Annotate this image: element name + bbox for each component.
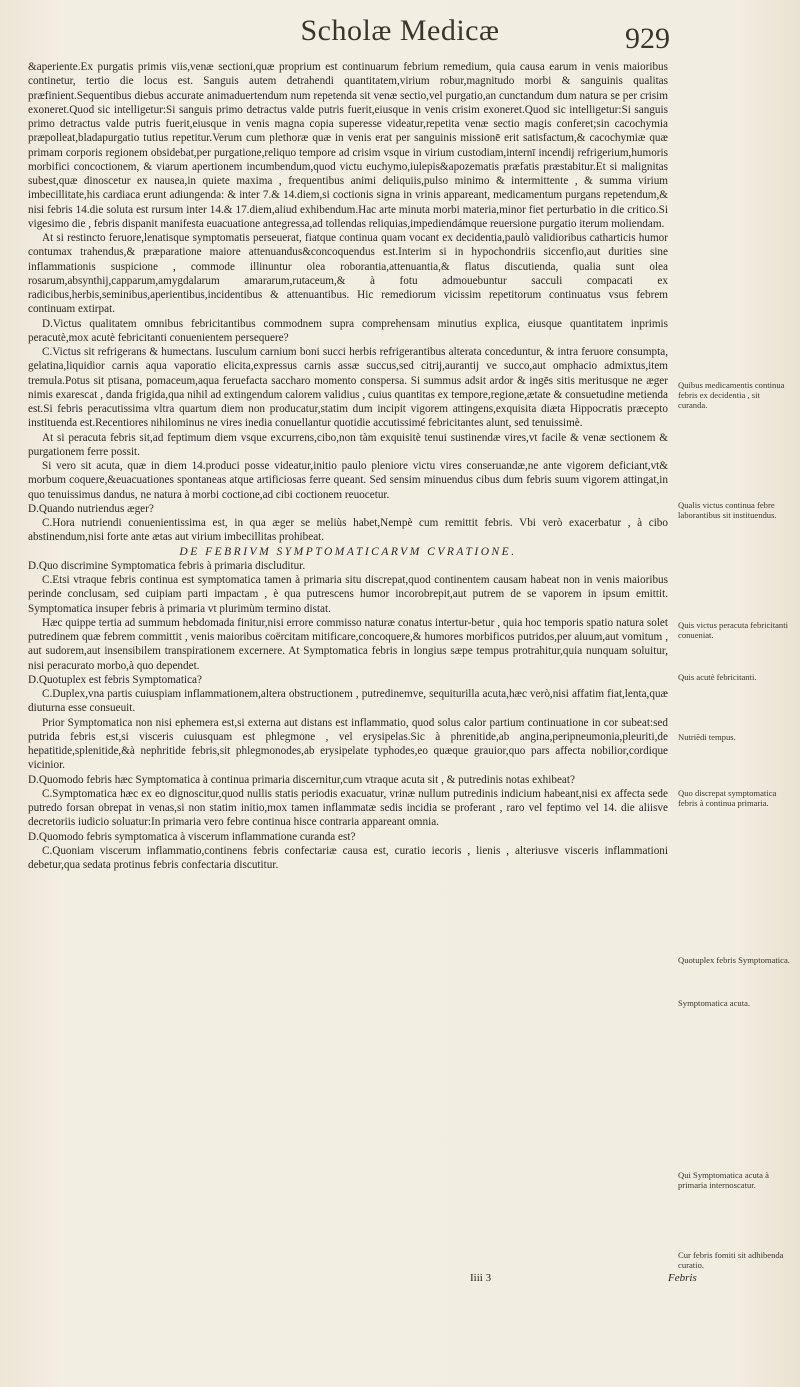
margin-note: Quotuplex febris Symptomatica. bbox=[678, 955, 790, 965]
margin-note: Qualis victus continua febre laborantibus sit instituendus. bbox=[678, 500, 777, 520]
paragraph: C.Quoniam viscerum inflammatio,continens febris confectariæ causa est, curatio iecoris , lienis , alteriusve visceris inflammationi debetur,qua sedata protinus febris confectaria discutitur. bbox=[28, 844, 668, 871]
margin-notes bbox=[678, 60, 790, 1360]
section-heading: DE FEBRIVM SYMPTOMATICARVM CVRATIONE. bbox=[179, 545, 517, 558]
paragraph: Hæc quippe tertia ad summum hebdomada finitur,nisi errore commisso naturæ conatus intertur-betur , quia hoc temporis spatio natura solet putredinem quæ febrem committit , venis maioribus coërcitam mitificare,concoquere,& humores morbificos putridos,per aluum,aut vomitum , aut sudorem,aut insensibilem transpirationem excernere. At Symptomatica febris in longius sæpe tempus protrahitur,quia nunquam soluitur, nisi peracurato morbo,à quo dependet. bbox=[28, 616, 668, 672]
paragraph: D.Quomodo febris hæc Symptomatica à continua primaria discernitur,cum vtraque acuta sit , & putredinis notas exhibeat? bbox=[28, 773, 575, 786]
paragraph: C.Hora nutriendi conuenientissima est, in qua æger se meliùs habet,Nempè cum remittit febris. Vbi verò exacerbatur , à cibo abstinendum,nisi forte ante ætas aut virium imbecillitas prohibeat. bbox=[28, 517, 668, 544]
paragraph: C.Duplex,vna partis cuiuspiam inflammationem,altera obstructionem , putredinemve, sequiturilla acuta,hæc verò,nisi affatim fiat,lenta,quæ diuturna esse consueuit. bbox=[28, 688, 668, 715]
paragraph: Si vero sit acuta, quæ in diem 14.produci posse videatur,initio paulo pleniore victu vires conseruandæ,ne ante vigorem deficiant,vt& morbum coquere,&euacuationes spontaneas atque artificiosas ferre queant. Sed sensim minuendus cibus dum febris suum vigorem attingat,in quo tenuissimus dandus, ne natura à morbi coctione,ad cibi coctionem reuocetur. bbox=[28, 460, 668, 501]
paragraph: At si restincto feruore,lenatisque symptomatis perseuerat, fiatque continua quam vocant ex decidentia,paulò validioribus catharticis humor contumax trahendus,& præparatione maiore attenuandus&concoquendus est.Interim si in hypochondriis siccenfio,aut durities sine inflammationis suspicione , commode illinuntur olea roborantia,attenuantia,& flatus discutienda, qualia sunt olea rosarum,absynthij,capparum,amygdalarum amararum,rutaceum,& à fotu admouebuntur sacculi compacati ex radicibus,herbis,seminibus,aperientibus,incidentibus & attenuantibus. Hic remediorum vicissim repetitorum continuatus vsus febrem continuam extirpat. bbox=[28, 232, 668, 316]
paragraph: D.Quomodo febris symptomatica à viscerum inflammatione curanda est? bbox=[28, 830, 356, 843]
paragraph: D.Quotuplex est febris Symptomatica? bbox=[28, 673, 202, 686]
margin-note: Cur febris fomiti sit adhibenda curatio. bbox=[678, 1250, 784, 1270]
main-text-column bbox=[28, 60, 668, 1360]
paragraph: C.Etsi vtraque febris continua est symptomatica tamen à primaria situ discrepat,quod continentem causam habeat non in venis maioribus perinde conclusam, sed cuipiam parti impactam , è qua putrescens humor incorobrepit,aut putrem de se vaporem in ipsum emittit. Symptomatica insuper febris à primaria vt plurimùm termino distat. bbox=[28, 574, 668, 615]
paragraph: D.Quo discrimine Symptomatica febris à primaria discluditur. bbox=[28, 559, 306, 572]
signature-mark: Iiii 3 bbox=[470, 1272, 492, 1284]
running-head: Scholæ Medicæ bbox=[300, 14, 500, 47]
paragraph: D.Victus qualitatem omnibus febricitantibus commodnem supra comprehensam minutius explica, eiusque quantitatem inprimis peracutè,mox acutè febricitanti conuenientem persequere? bbox=[28, 317, 668, 344]
margin-note: Symptomatica acuta. bbox=[678, 998, 751, 1008]
paragraph: &aperiente.Ex purgatis primis viis,venæ sectioni,quæ proprium est continuarum febrium remedium, quia causa earum in venis maioribus continetur, tertio die locus est. Sanguis autem detrahendi quantitatem,virium robur,magnitudo morbi & sanguinis qualitas præfinient.Sequentibus diebus accurate animaduertendum num repetenda sit venæ sectio,vel purgatio,an cunctandum dum natura se per crisim exoneret.Quod sic intelligetur:Si sanguis primo detractus valde putris fuerit,eiusque in venis crisim exoneret.Quod sic intelligetur:Si sanguis primo detractus valde putris fuerit,eiusque in venis magna copia superesse videatur,repetita venæ sectio magis conferet;sin cacochymia præpolleat,bladapurgatio tutius repetitur.Verum cum plethoræ quæ in venis erat per sanguinis missionē erit satisfactum,& cacochymiæ quæ primam corporis regionem obsidebat,per purgatione,reliquo tempore ad crisim vsque in virium custodiam,internī incendij refrigerium,humoris morbifici concoctionem, & viarum apertionem incumbendum,quod victu euchymo,iulepis&apozematis præfatis præstabitur.Et si malignitas subest,quæ dinoscetur ex nausea,in quiete maxima , frequentibus animi deliquiis,pulso minimo & intermittente , & summa virium imbecillitate,his cardiaca erunt adiungenda: & inter 7.& 14.diem,si coctionis signa in vrinis appareant, medicamentum purgans repetendum,& nisi febris 14.die soluta est rursum inter 14.& 17.diem,aliud exhibendum.Hac arte minuta morbi materia,minor fiet perturbatio in die critico.Si vigesimo die , febris dispanit manifesta euacuatione antegressa,ad tollendas reliquias,impediendámque reuersione purgatio iterum moliendam. bbox=[28, 61, 668, 230]
paragraph: At si peracuta febris sit,ad feptimum diem vsque excurrens,cibo,non tàm exquisitè tenui sustinendæ vires,vt facile & venæ sectionem & purgationem ferre possit. bbox=[28, 431, 668, 458]
paragraph: C.Victus sit refrigerans & humectans. Iusculum carnium boni succi herbis refrigerantibus alterata conceduntur, & intra feruore consumpta, gelatina,liquidior carnis aqua vaporatio elicita,expressus carnis assæ succus,sed citrij,aurantij ve succo,aut omphacio admixtus,item tremula.Potus sit ptisana, pomaceum,aqua feruefacta saccharo momento conspersa. Si summus adsit ardor & ingēs sitis meritusque ne æger nimis exarescat , danda frigida,qua nihil ad extingendum calorem validius , cuius quantitas ex tempore,regione,ætate & consuetudine metienda est.Si febris peracutissima vltra quartum diem non producatur,statim dum incipit vigorem attingens,exquisita diæta Hippocratis præcepto instituenda est.Recentiores nihilominus ne vires inedia conuellantur quotidie accutissimé febricitantes alunt, sed tenuissimè. bbox=[28, 346, 668, 430]
paragraph: Prior Symptomatica non nisi ephemera est,si externa aut distans est inflammatio, quod solus calor partium continuatione in cor subeat:sed putrida febris est,si visceris cuiusquam est phlegmone , vel erysipelas.Sic à phrenitide,ab angina,peripneumonia,pleuriti,de hepatitide,splenitide,&à nephritide febris,sit phlegmonodes,ab erysipelate typhodes,eo quæque grauior,quo pars affecta nobilior,cordique vicinior. bbox=[28, 716, 668, 772]
margin-note: Quibus medicamentis continua febris ex decidentia , sit curanda. bbox=[678, 380, 785, 410]
margin-note: Nutriēdi tempus. bbox=[678, 732, 736, 742]
catchword: Febris bbox=[668, 1272, 697, 1284]
margin-note: Quis acutè febricitanti. bbox=[678, 672, 757, 682]
margin-note: Quis victus peracuta febricitanti conueniat. bbox=[678, 620, 789, 640]
paragraph: D.Quando nutriendus æger? bbox=[28, 502, 154, 515]
page-number: 929 bbox=[625, 22, 670, 55]
margin-note: Qui Symptomatica acuta à primaria internoscatur. bbox=[678, 1170, 769, 1190]
paragraph: C.Symptomatica hæc ex eo dignoscitur,quod nullis statis periodis exacuatur, vrinæ nullum putredinis indicium habeant,nisi ex affecta sede putredo forsan obrepat in venas,si non statim initio,mox tamen inflammatæ sedis incidia se proferant , raro vel feptimo vel 14. die aliisve decretoriis iudicio soluatur:In primaria vero febre continua hisce contraria appareant omnia. bbox=[28, 787, 668, 829]
margin-note: Quo discrepat symptomatica febris à continua primaria. bbox=[678, 788, 777, 808]
